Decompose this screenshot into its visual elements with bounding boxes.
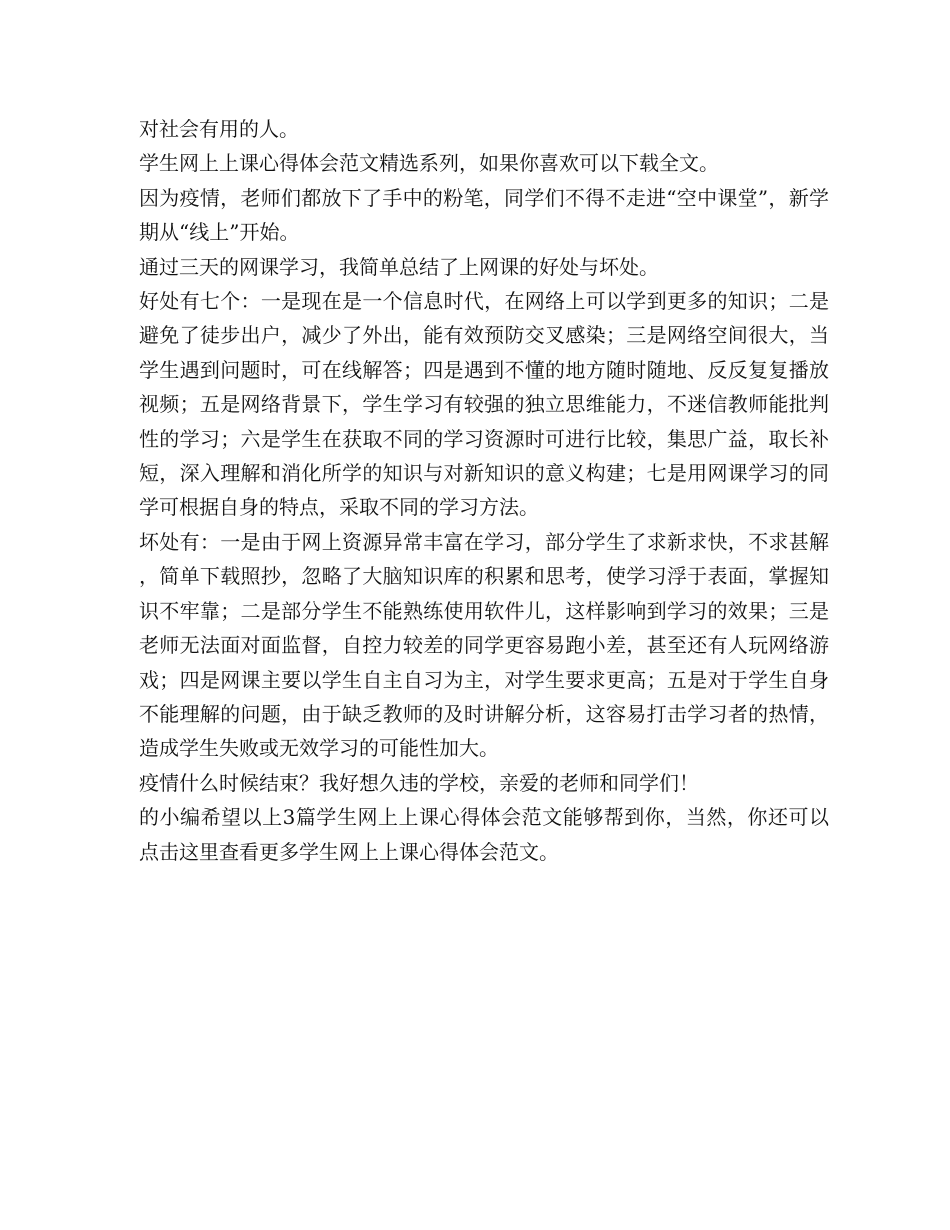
paragraph-epidemic-context: 因为疫情，老师们都放下了手中的粉笔，同学们不得不走进“空中课堂”，新学期从“线上”开始。 xyxy=(139,185,829,245)
document-body xyxy=(139,112,829,869)
paragraph-disadvantages: 坏处有：一是由于网上资源异常丰富在学习，部分学生了求新求快，不求甚解，简单下载照抄，忽略了大脑知识库的积累和思考，使学习浮于表面，掌握知识不牢靠；二是部分学生不能熟练使用软件儿，这样影响到学习的效果；三是老师无法面对面监督，自控力较差的同学更容易跑小差，甚至还有人玩网络游戏；四是网课主要以学生自主自习为主，对学生要求更高；五是对于学生自身不能理解的问题，由于缺乏教师的及时讲解分析，这容易打击学习者的热情，造成学生失败或无效学习的可能性加大。 xyxy=(139,529,829,761)
paragraph-series-intro: 学生网上上课心得体会范文精选系列，如果你喜欢可以下载全文。 xyxy=(139,151,719,176)
paragraph-advantages: 好处有七个：一是现在是一个信息时代，在网络上可以学到更多的知识；二是避免了徒步出户，减少了外出，能有效预防交叉感染；三是网络空间很大，当学生遇到问题时，可在线解答；四是遇到不懂的地方随时随地、反反复复播放视频；五是网络背景下，学生学习有较强的独立思维能力，不迷信教师能批判性的学习；六是学生在获取不同的学习资源时可进行比较，集思广益，取长补短，深入理解和消化所学的知识与对新知识的意义构建；七是用网课学习的同学可根据自身的特点，采取不同的学习方法。 xyxy=(139,289,829,520)
paragraph-closing-fragment: 对社会有用的人。 xyxy=(139,117,299,141)
paragraph-summary-intro: 通过三天的网课学习，我简单总结了上网课的好处与坏处。 xyxy=(139,254,659,279)
paragraph-editor-note: 的小编希望以上3篇学生网上上课心得体会范文能够帮到你，当然，你还可以点击这里查看更多学生网上上课心得体会范文。 xyxy=(139,805,829,864)
paragraph-wish: 疫情什么时候结束？我好想久违的学校，亲爱的老师和同学们！ xyxy=(139,770,699,795)
